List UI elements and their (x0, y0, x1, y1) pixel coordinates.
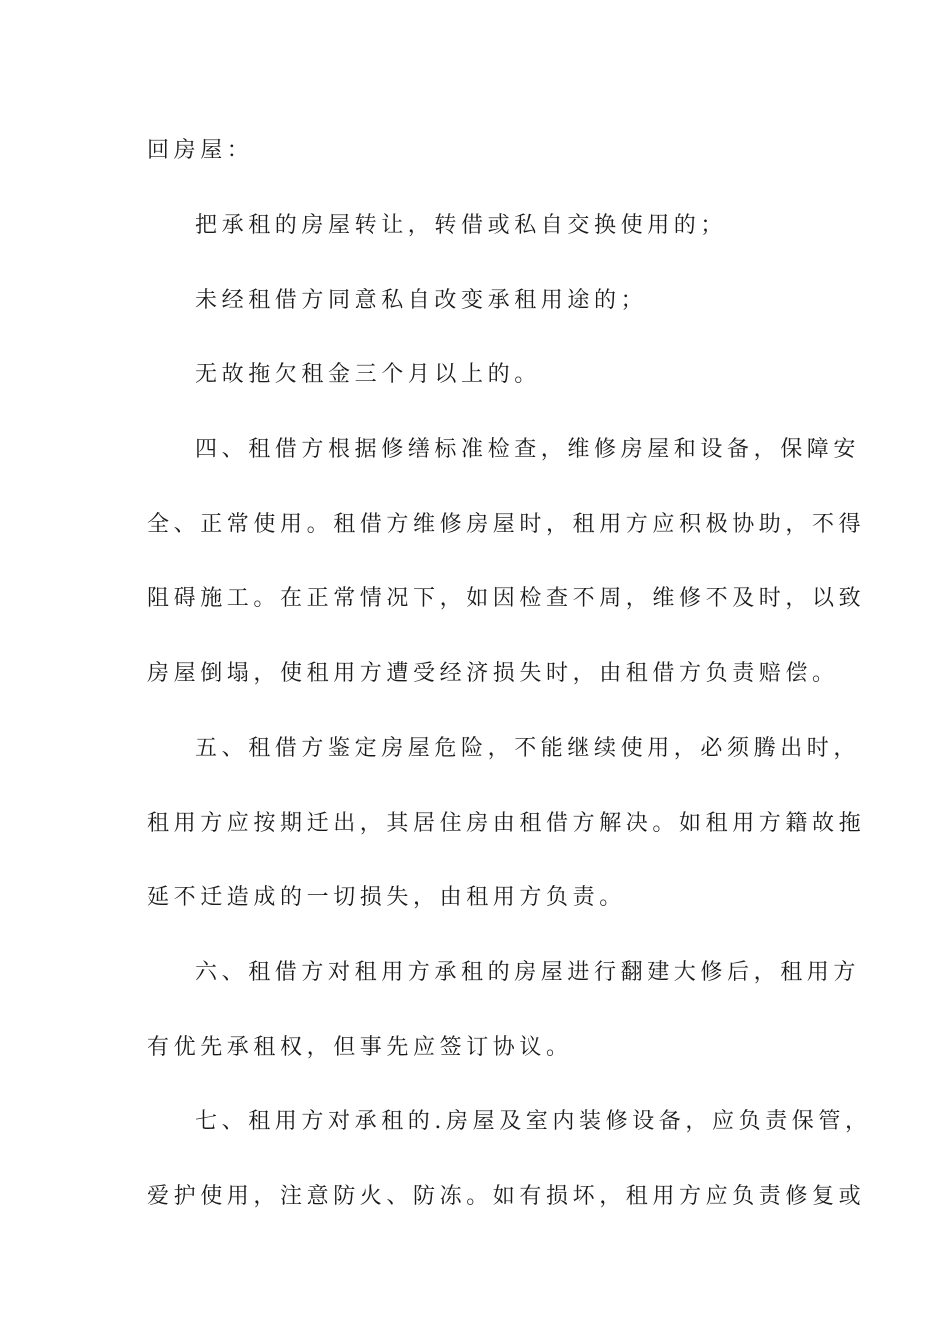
paragraph-line: 租用方应按期迁出，其居住房由租借方解决。如租用方籍故拖 (147, 811, 866, 836)
text-line: 回房屋： (147, 138, 254, 163)
paragraph-line: 全、正常使用。租借方维修房屋时，租用方应积极协助，不得 (147, 512, 866, 537)
paragraph-line: 房屋倒塌，使租用方遭受经济损失时，由租借方负责赔偿。 (147, 661, 839, 686)
text-line: 未经租借方同意私自改变承租用途的； (195, 288, 648, 313)
paragraph-line: 阻碍施工。在正常情况下，如因检查不周，维修不及时，以致 (147, 586, 866, 611)
paragraph-line: 四、租借方根据修缮标准检查，维修房屋和设备，保障安 (195, 437, 861, 462)
text-line: 无故拖欠租金三个月以上的。 (195, 362, 541, 387)
paragraph-line: 五、租借方鉴定房屋危险，不能继续使用，必须腾出时， (195, 736, 861, 761)
paragraph-line: 六、租借方对租用方承租的房屋进行翻建大修后，租用方 (195, 960, 861, 985)
paragraph-line: 爱护使用，注意防火、防冻。如有损坏，租用方应负责修复或 (147, 1184, 866, 1209)
paragraph-line: 有优先承租权，但事先应签订协议。 (147, 1035, 573, 1060)
paragraph-line: 延不迁造成的一切损失，由租用方负责。 (147, 885, 626, 910)
text-line: 把承租的房屋转让，转借或私自交换使用的； (195, 213, 728, 238)
paragraph-line: 七、租用方对承租的.房屋及室内装修设备，应负责保管， (195, 1109, 872, 1134)
